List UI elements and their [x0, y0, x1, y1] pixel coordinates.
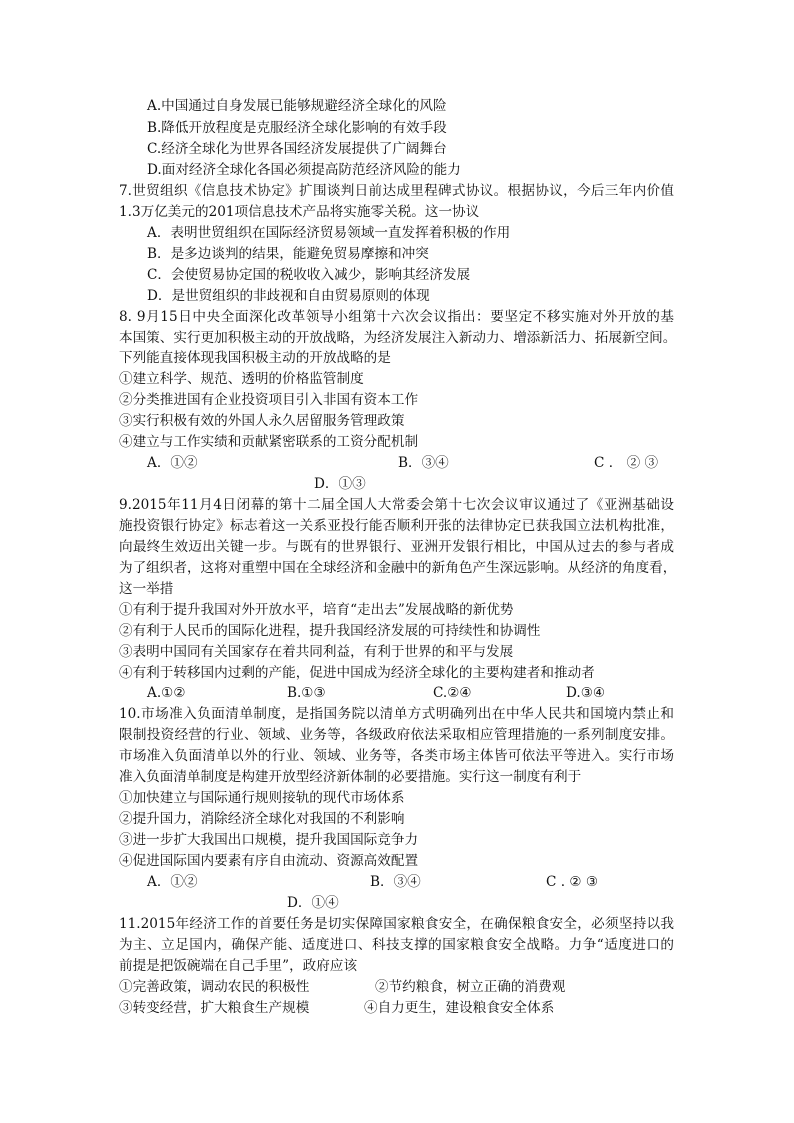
- q6-option-c: C.经济全球化为世界各国经济发展提供了广阔舞台: [147, 141, 447, 157]
- q9-item-4: ④有利于转移国内过剩的产能，促进中国成为经济全球化的主要构建者和推动者: [119, 665, 595, 681]
- q11-item-1: ①完善政策，调动农民的积极性: [119, 979, 310, 995]
- q9-choice-c: C.②④: [433, 685, 472, 701]
- q10-stem-line: 准入负面清单制度是构建开放型经济新体制的必要措施。实行这一制度有利于: [119, 769, 582, 785]
- q7-option-a: A．表明世贸组织在国际经济贸易领域一直发挥着积极的作用: [147, 225, 511, 241]
- q10-choice-d: D．①④: [287, 895, 339, 911]
- q10-item-2: ②提升国力，消除经济全球化对我国的不利影响: [119, 811, 405, 827]
- q9-item-3: ③表明中国同有关国家存在着共同利益，有利于世界的和平与发展: [119, 644, 514, 660]
- q9-choice-a: A.①②: [147, 685, 186, 701]
- q11-stem-line: 前提是把饭碗端在自己手里”，政府应该: [119, 958, 358, 974]
- q11-item-2: ②节约粮食，树立正确的消费观: [375, 979, 566, 995]
- q8-stem-line: 本国策、实行更加积极主动的开放战略，为经济发展注入新动力、增添新活力、拓展新空间。: [119, 330, 677, 346]
- q8-choice-d: D．①③: [314, 476, 366, 492]
- q9-item-1: ①有利于提升我国对外开放水平，培育“走出去”发展战略的新优势: [119, 602, 514, 618]
- q11-stem-line: 为主、立足国内，确保产能、适度进口、科技支撑的国家粮食安全战略。力争“适度进口的: [119, 937, 674, 953]
- q9-stem-line: 施投资银行协定》标志着这一关系亚投行能否顺利开张的法律协定已获我国立法机构批准，: [119, 518, 674, 534]
- q10-choice-a: A．①②: [147, 874, 198, 890]
- q9-choice-b: B.①③: [287, 685, 326, 701]
- q10-stem-line: 限制投资经营的行业、领域、业务等，各级政府依法采取相应管理措施的一系列制度安排。: [119, 727, 674, 743]
- q6-option-a: A.中国通过自身发展已能够规避经济全球化的风险: [147, 98, 447, 114]
- q9-item-2: ②有利于人民币的国际化进程，提升我国经济发展的可持续性和协调性: [119, 623, 541, 639]
- q7-option-b: B．是多边谈判的结果，能避免贸易摩擦和冲突: [147, 246, 429, 262]
- q10-stem-line: 市场准入负面清单以外的行业、领域、业务等，各类市场主体皆可依法平等进入。实行市场: [119, 748, 674, 764]
- q6-option-d: D.面对经济全球化各国必须提高防范经济风险的能力: [147, 162, 461, 178]
- q9-choice-d: D.③④: [566, 685, 606, 701]
- q11-stem-line: 11.2015年经济工作的首要任务是切实保障国家粮食安全，在确保粮食安全，必须坚持以我: [119, 916, 674, 932]
- q9-stem-line: 这一举措: [119, 581, 174, 597]
- q7-stem-line: 1.3万亿美元的201项信息技术产品将实施零关税。这一协议: [119, 204, 480, 220]
- q9-stem-line: 9.2015年11月4日闭幕的第十二届全国人大常委会第十七次会议审议通过了《亚洲基础设: [119, 497, 674, 513]
- q6-option-b: B.降低开放程度是克服经济全球化影响的有效手段: [147, 120, 447, 136]
- q11-item-4: ④自力更生，建设粮食安全体系: [364, 1000, 555, 1016]
- q10-choice-c: C . ② ③: [546, 874, 599, 890]
- q8-item-1: ①建立科学、规范、透明的价格监管制度: [119, 371, 364, 387]
- q11-item-3: ③转变经营，扩大粮食生产规模: [119, 1000, 310, 1016]
- q7-option-d: D．是世贸组织的非歧视和自由贸易原则的体现: [147, 288, 430, 304]
- q8-choice-b: B．③④: [398, 455, 449, 471]
- q9-stem-line: 为了组织者，这将对重塑中国在全球经济和金融中的新角色产生深远影响。从经济的角度看，: [119, 560, 677, 576]
- q10-stem-line: 10.市场准入负面清单制度，是指国务院以清单方式明确列出在中华人民共和国境内禁止和: [119, 706, 674, 722]
- q8-item-3: ③实行积极有效的外国人永久居留服务管理政策: [119, 413, 405, 429]
- q8-stem-line: 8. 9月15日中央全面深化改革领导小组第十六次会议指出：要坚定不移实施对外开放的基: [119, 309, 674, 325]
- q9-stem-line: 向最终生效迈出关键一步。与既有的世界银行、亚洲开发银行相比，中国从过去的参与者成: [119, 539, 674, 555]
- q8-stem-line: 下列能直接体现我国积极主动的开放战略的是: [119, 350, 391, 366]
- q8-item-4: ④建立与工作实绩和贡献紧密联系的工资分配机制: [119, 434, 419, 450]
- q7-option-c: C．会使贸易协定国的税收收入减少，影响其经济发展: [147, 267, 471, 283]
- q8-choice-a: A．①②: [147, 455, 198, 471]
- q8-item-2: ②分类推进国有企业投资项目引入非国有资本工作: [119, 392, 419, 408]
- q10-item-4: ④促进国际国内要素有序自由流动、资源高效配置: [119, 853, 419, 869]
- q10-choice-b: B．③④: [370, 874, 421, 890]
- q10-item-1: ①加快建立与国际通行规则接轨的现代市场体系: [119, 790, 405, 806]
- q7-stem-line: 7.世贸组织《信息技术协定》扩围谈判日前达成里程碑式协议。根据协议，今后三年内价值: [119, 183, 674, 199]
- q8-choice-c: C ． ② ③: [594, 455, 659, 471]
- q10-item-3: ③进一步扩大我国出口规模，提升我国国际竞争力: [119, 832, 419, 848]
